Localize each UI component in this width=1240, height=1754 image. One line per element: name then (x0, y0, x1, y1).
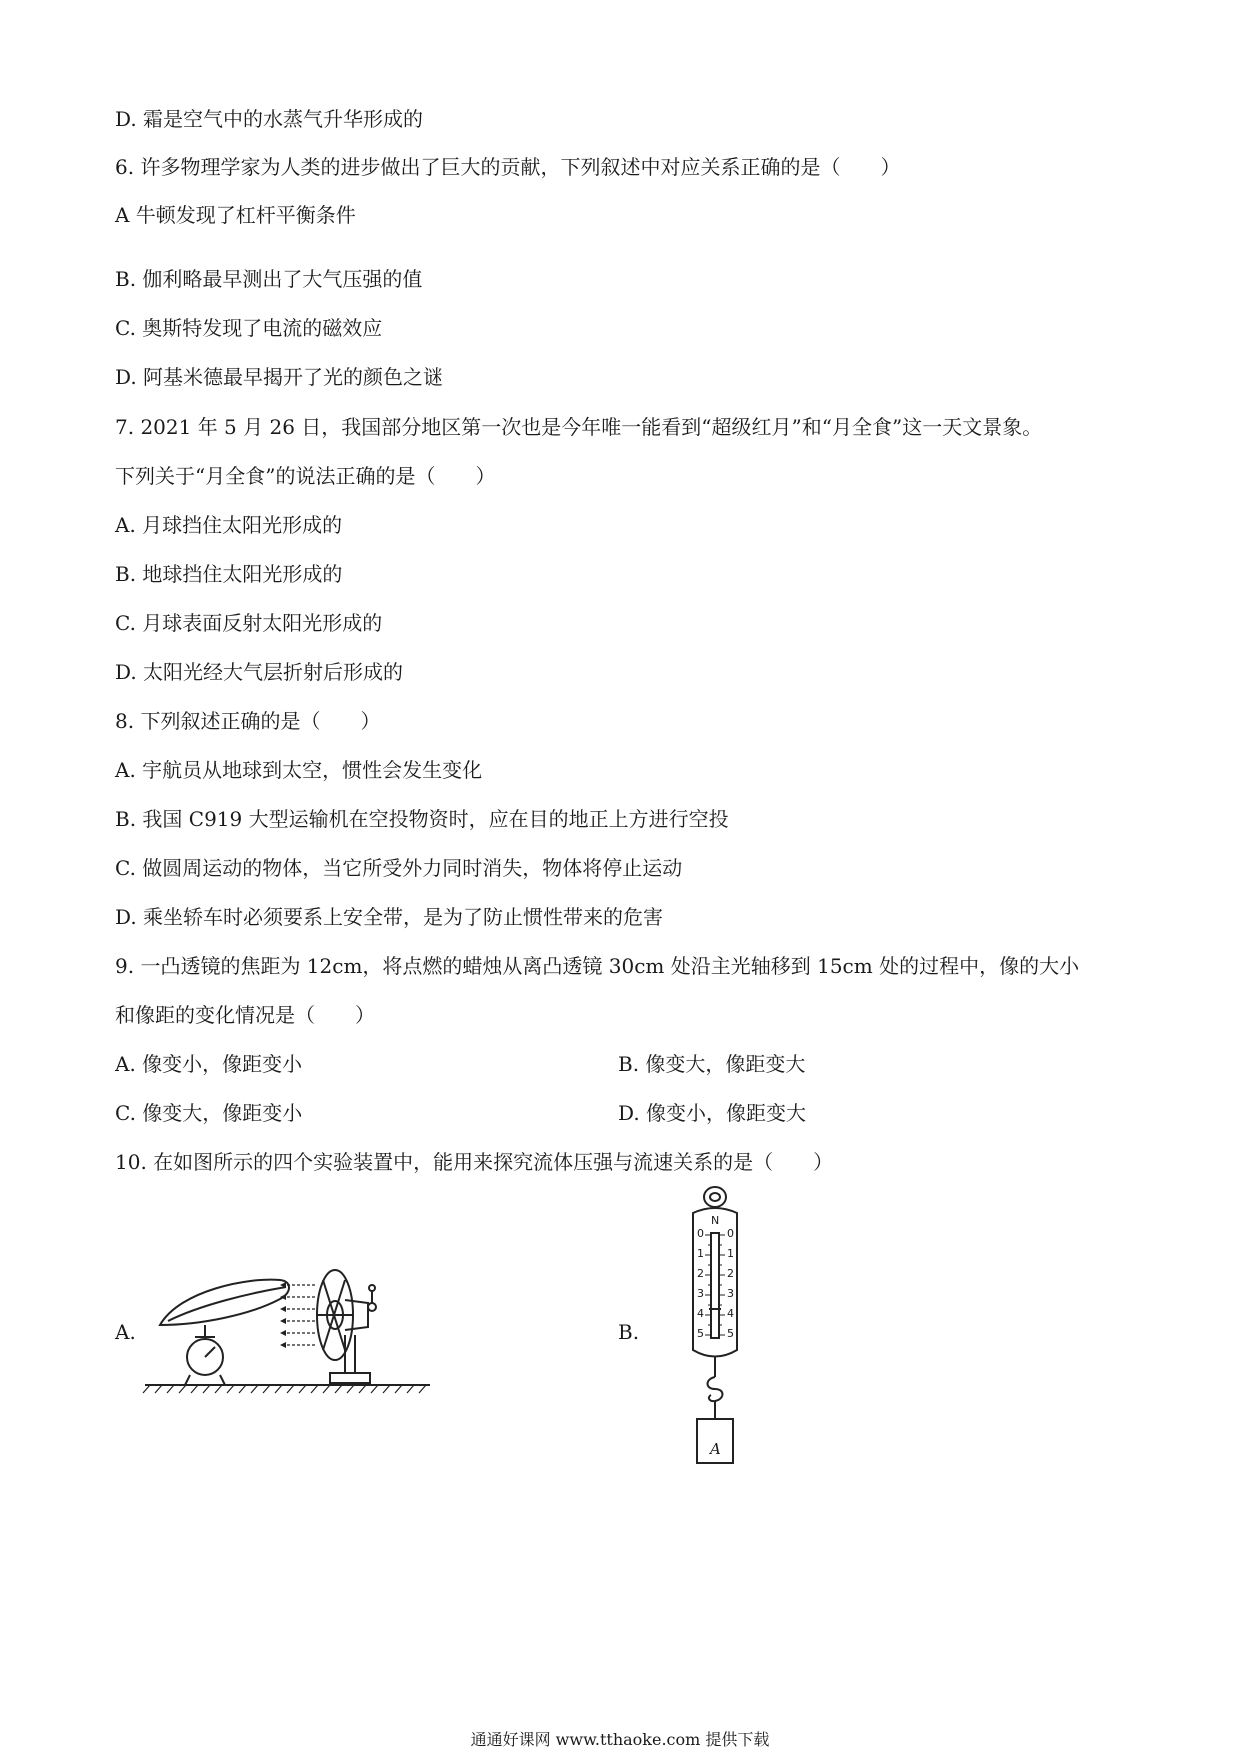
q9-option-c: C. 像变大，像距变小 (115, 1101, 303, 1125)
q6-stem: 6. 许多物理学家为人类的进步做出了巨大的贡献，下列叙述中对应关系正确的是（ ） (115, 155, 901, 179)
block-a-label: A (710, 1440, 721, 1458)
scale-left-tick-5: 5 (697, 1327, 704, 1340)
q9-stem-line2: 和像距的变化情况是（ ） (115, 1003, 375, 1027)
q7-option-c: C. 月球表面反射太阳光形成的 (115, 611, 383, 635)
figure-a-wing-fan (140, 1235, 440, 1395)
scale-unit-label: N (711, 1214, 720, 1227)
q8-option-c: C. 做圆周运动的物体，当它所受外力同时消失，物体将停止运动 (115, 856, 683, 880)
q9-option-b: B. 像变大，像距变大 (618, 1052, 806, 1076)
scale-right-tick-5: 5 (727, 1327, 734, 1340)
q7-option-d: D. 太阳光经大气层折射后形成的 (115, 660, 404, 684)
scale-right-tick-0: 0 (727, 1227, 734, 1240)
footer-source: 通通好课网 www.tthaoke.com 提供下载 (470, 1730, 770, 1749)
figure-b-spring-scale (685, 1185, 745, 1475)
q7-option-a: A. 月球挡住太阳光形成的 (115, 513, 343, 537)
q9-option-a: A. 像变小，像距变小 (115, 1052, 303, 1076)
q7-option-b: B. 地球挡住太阳光形成的 (115, 562, 343, 586)
q10-stem: 10. 在如图所示的四个实验装置中，能用来探究流体压强与流速关系的是（ ） (115, 1150, 834, 1174)
q8-option-d: D. 乘坐轿车时必须要系上安全带，是为了防止惯性带来的危害 (115, 905, 664, 929)
scale-left-tick-1: 1 (697, 1247, 704, 1260)
q8-option-a: A. 宇航员从地球到太空，惯性会发生变化 (115, 758, 483, 782)
figure-b-label: B. (618, 1320, 640, 1344)
q8-stem: 8. 下列叙述正确的是（ ） (115, 709, 381, 733)
scale-right-tick-3: 3 (727, 1287, 734, 1300)
figure-a-label: A. (115, 1320, 136, 1344)
scale-left-tick-3: 3 (697, 1287, 704, 1300)
q6-option-a: A 牛顿发现了杠杆平衡条件 (115, 203, 356, 227)
scale-left-tick-2: 2 (697, 1267, 704, 1280)
scale-right-tick-2: 2 (727, 1267, 734, 1280)
q9-stem-line1: 9. 一凸透镜的焦距为 12cm，将点燃的蜡烛从离凸透镜 30cm 处沿主光轴移到 15cm 处的过程中，像的大小 (115, 954, 1080, 978)
q9-option-d: D. 像变小，像距变大 (618, 1101, 807, 1125)
scale-left-tick-4: 4 (697, 1307, 704, 1320)
q8-option-b: B. 我国 C919 大型运输机在空投物资时，应在目的地正上方进行空投 (115, 807, 729, 831)
scale-left-tick-0: 0 (697, 1227, 704, 1240)
q7-stem-line2: 下列关于“月全食”的说法正确的是（ ） (115, 464, 496, 488)
q6-option-b: B. 伽利略最早测出了大气压强的值 (115, 267, 423, 291)
q7-stem-line1: 7. 2021 年 5 月 26 日，我国部分地区第一次也是今年唯一能看到“超级红月”和“月全食”这一天文景象。 (115, 415, 1043, 439)
q6-option-c: C. 奥斯特发现了电流的磁效应 (115, 316, 383, 340)
q6-option-d: D. 阿基米德最早揭开了光的颜色之谜 (115, 365, 444, 389)
scale-right-tick-4: 4 (727, 1307, 734, 1320)
q5-option-d: D. 霜是空气中的水蒸气升华形成的 (115, 107, 424, 131)
scale-right-tick-1: 1 (727, 1247, 734, 1260)
